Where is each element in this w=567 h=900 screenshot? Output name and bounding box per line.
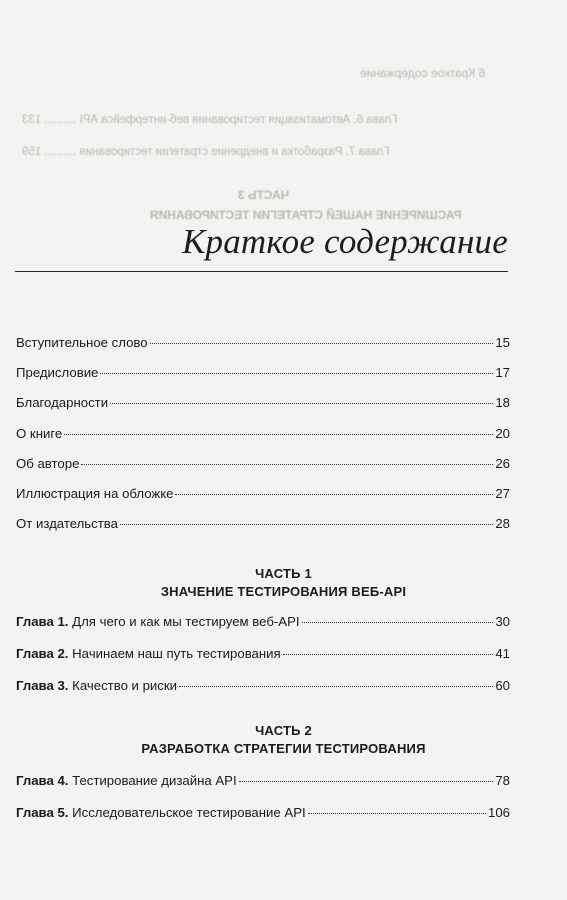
leader-dots	[175, 494, 493, 495]
chapter-entry	[16, 645, 510, 663]
chapter-page: 78	[495, 773, 510, 788]
part-number: ЧАСТЬ 1	[255, 566, 312, 581]
bleed-line: Глава 6. Автоматизация тестирования веб-интерфейса API .......... 133	[22, 114, 398, 126]
chapter-prefix: Глава 1.	[16, 614, 69, 629]
toc-entry	[16, 334, 510, 352]
chapter-prefix: Глава 3.	[16, 678, 69, 693]
toc-entry	[16, 425, 510, 443]
leader-dots	[64, 434, 493, 435]
title-divider	[15, 271, 508, 272]
toc-entry-label: Предисловие	[16, 365, 99, 380]
toc-entry	[16, 394, 510, 412]
toc-entry-label: О книге	[16, 426, 63, 441]
chapter-label: Начинаем наш путь тестирования	[72, 646, 281, 661]
toc-entry-label: Благодарности	[16, 395, 109, 410]
leader-dots	[308, 813, 486, 814]
leader-dots	[100, 373, 493, 374]
chapter-entry	[16, 772, 510, 790]
toc-entry-label: Иллюстрация на обложке	[16, 486, 174, 501]
leader-dots	[302, 622, 494, 623]
toc-entry-page: 18	[495, 395, 510, 410]
leader-dots	[120, 524, 493, 525]
leader-dots	[283, 654, 494, 655]
leader-dots	[81, 464, 493, 465]
chapter-label: Качество и риски	[72, 678, 178, 693]
part-title: РАЗРАБОТКА СТРАТЕГИИ ТЕСТИРОВАНИЯ	[141, 741, 426, 756]
chapter-prefix: Глава 5.	[16, 805, 69, 820]
toc-entry	[16, 485, 510, 503]
chapter-entry	[16, 677, 510, 695]
leader-dots	[110, 403, 493, 404]
leader-dots	[239, 781, 494, 782]
chapter-label: Для чего и как мы тестируем веб-API	[72, 614, 300, 629]
toc-entry	[16, 364, 510, 382]
chapter-page: 106	[487, 805, 510, 820]
toc-entry-page: 26	[495, 456, 510, 471]
toc-entry-page: 20	[495, 426, 510, 441]
bleed-line: 6 Краткое содержание	[360, 66, 486, 80]
bleed-line: Глава 7. Разработка и внедрение стратегии тестирования .......... 159	[22, 146, 390, 158]
chapter-entry	[16, 613, 510, 631]
toc-entry-page: 28	[495, 516, 510, 531]
chapter-label: Исследовательское тестирование API	[72, 805, 306, 820]
chapter-prefix: Глава 4.	[16, 773, 69, 788]
toc-entry-label: Вступительное слово	[16, 335, 148, 350]
part-number: ЧАСТЬ 2	[255, 723, 312, 738]
toc-entry-page: 27	[495, 486, 510, 501]
chapter-page: 30	[495, 614, 510, 629]
chapter-page: 60	[495, 678, 510, 693]
toc-entry	[16, 455, 510, 473]
leader-dots	[179, 686, 493, 687]
bleed-through-text	[0, 0, 567, 250]
chapter-label: Тестирование дизайна API	[72, 773, 237, 788]
toc-entry-label: Об авторе	[16, 456, 80, 471]
bleed-line: РАСШИРЕНИЕ НАШЕЙ СТРАТЕГИИ ТЕСТИРОВАНИЯ	[150, 208, 462, 222]
page-title: Краткое содержание	[182, 222, 508, 261]
toc-entry	[16, 515, 510, 533]
toc-entry-label: От издательства	[16, 516, 119, 531]
chapter-page: 41	[495, 646, 510, 661]
bleed-line: ЧАСТЬ 3	[238, 188, 290, 202]
chapter-entry	[16, 804, 510, 822]
chapter-prefix: Глава 2.	[16, 646, 69, 661]
part-title: ЗНАЧЕНИЕ ТЕСТИРОВАНИЯ ВЕБ-API	[160, 584, 407, 599]
toc-entry-page: 15	[495, 335, 510, 350]
leader-dots	[150, 343, 494, 344]
toc-entry-page: 17	[495, 365, 510, 380]
